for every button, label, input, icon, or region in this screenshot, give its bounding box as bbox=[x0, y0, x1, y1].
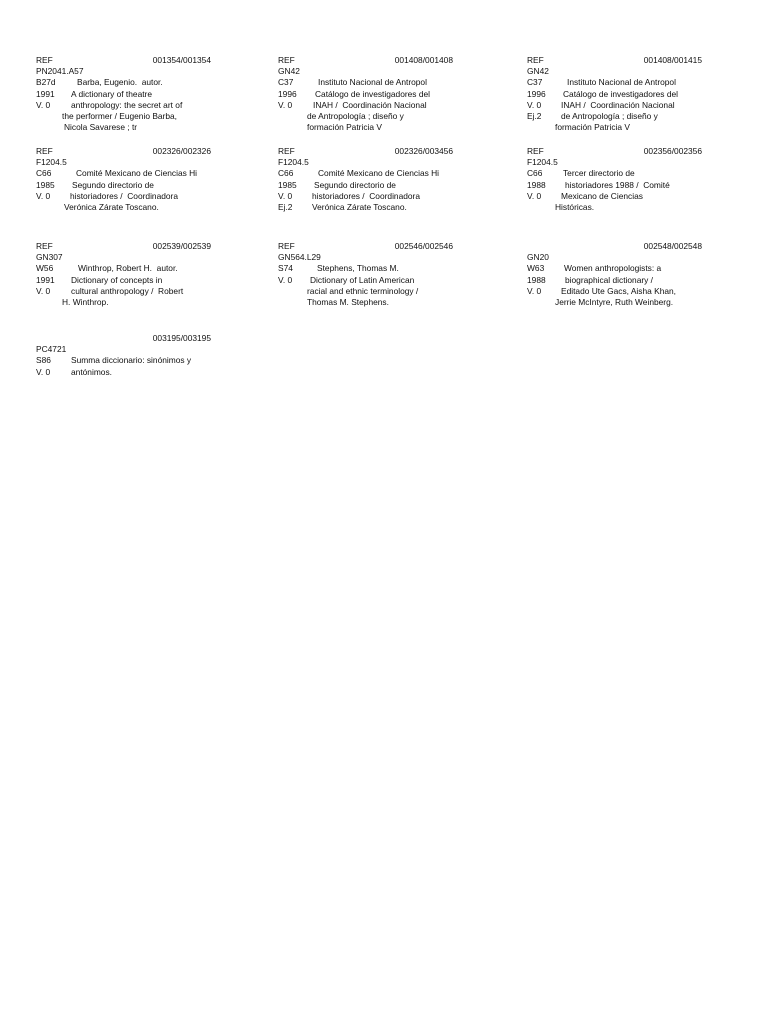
call-number-part: GN564.L29 bbox=[278, 252, 321, 263]
bibliographic-text: formación Patricia V bbox=[555, 122, 630, 133]
card-line bbox=[278, 275, 453, 286]
card-line bbox=[278, 180, 453, 191]
card-header bbox=[278, 55, 453, 66]
bibliographic-text: historiadores 1988 / Comité bbox=[565, 179, 670, 190]
card-line bbox=[36, 202, 211, 213]
card-line bbox=[278, 77, 453, 88]
card-line bbox=[36, 89, 211, 100]
card-header bbox=[278, 241, 453, 252]
card-header bbox=[527, 146, 702, 157]
bibliographic-text: Catálogo de investigadores del bbox=[315, 88, 431, 99]
call-number-part: W63 bbox=[527, 263, 545, 274]
call-number-part: S74 bbox=[278, 263, 293, 274]
call-number-part: V. 0 bbox=[36, 366, 51, 377]
call-number-part: F1204.5 bbox=[36, 157, 67, 168]
card-control-number: 002326/003456 bbox=[394, 146, 453, 156]
bibliographic-text: anthropology: the secret art of bbox=[71, 99, 183, 110]
bibliographic-text: Dictionary of Latin American bbox=[310, 274, 415, 285]
call-number-part: PN2041.A57 bbox=[36, 66, 84, 77]
call-number-part: C66 bbox=[527, 168, 543, 179]
card-line bbox=[527, 157, 702, 168]
card-line bbox=[527, 191, 702, 202]
card-control-number: 001354/001354 bbox=[152, 55, 211, 65]
bibliographic-text: Summa diccionario: sinónimos y bbox=[71, 355, 192, 366]
call-number-part: V. 0 bbox=[527, 285, 542, 296]
card-header bbox=[36, 333, 211, 344]
card-line bbox=[278, 100, 453, 111]
call-number-part: C37 bbox=[527, 77, 543, 88]
card-control-number: 002546/002546 bbox=[394, 241, 453, 251]
card-line bbox=[36, 344, 211, 355]
call-number-part: GN307 bbox=[36, 252, 63, 263]
call-number-part: V. 0 bbox=[527, 99, 542, 110]
catalog-card bbox=[278, 241, 453, 308]
card-line bbox=[278, 157, 453, 168]
call-number-part: 1996 bbox=[527, 88, 546, 99]
call-number-part: C66 bbox=[36, 168, 52, 179]
catalog-card bbox=[36, 333, 211, 378]
call-number-part: V. 0 bbox=[36, 99, 51, 110]
card-line bbox=[527, 202, 702, 213]
call-number-part: GN42 bbox=[278, 66, 300, 77]
call-number-part: V. 0 bbox=[278, 99, 293, 110]
bibliographic-text: Segundo directorio de bbox=[314, 179, 396, 190]
card-line bbox=[36, 297, 211, 308]
catalog-card bbox=[278, 55, 453, 133]
call-number-part: Ej.2 bbox=[527, 110, 542, 121]
bibliographic-text: Verónica Zárate Toscano. bbox=[312, 201, 407, 212]
call-number-part: V. 0 bbox=[278, 274, 293, 285]
call-number-part: S86 bbox=[36, 355, 51, 366]
bibliographic-text: INAH / Coordinación Nacional bbox=[313, 99, 427, 110]
card-control-number: 002356/002356 bbox=[643, 146, 702, 156]
catalog-card bbox=[36, 55, 211, 133]
call-number-part: C66 bbox=[278, 168, 294, 179]
bibliographic-text: Segundo directorio de bbox=[72, 179, 154, 190]
card-line bbox=[36, 100, 211, 111]
card-line bbox=[36, 191, 211, 202]
bibliographic-text: Instituto Nacional de Antropol bbox=[567, 77, 676, 88]
call-number-part: 1988 bbox=[527, 274, 546, 285]
bibliographic-text: Tercer directorio de bbox=[563, 168, 635, 179]
bibliographic-text: antónimos. bbox=[71, 366, 112, 377]
bibliographic-text: Nicola Savarese ; tr bbox=[64, 122, 138, 133]
card-header bbox=[36, 241, 211, 252]
call-number-part: GN20 bbox=[527, 252, 549, 263]
bibliographic-text: Jerrie McIntyre, Ruth Weinberg. bbox=[555, 296, 674, 307]
card-line bbox=[278, 122, 453, 133]
call-number-part: V. 0 bbox=[36, 190, 51, 201]
call-number-part: V. 0 bbox=[36, 285, 51, 296]
card-line bbox=[278, 263, 453, 274]
card-line bbox=[36, 77, 211, 88]
bibliographic-text: Women anthropologists: a bbox=[564, 263, 662, 274]
card-ref-label: REF bbox=[527, 55, 544, 65]
card-line bbox=[278, 286, 453, 297]
card-line bbox=[527, 252, 702, 263]
bibliographic-text: de Antropología ; diseño y bbox=[561, 110, 658, 121]
call-number-part: B27d bbox=[36, 77, 56, 88]
card-header bbox=[527, 241, 702, 252]
card-line bbox=[278, 111, 453, 122]
bibliographic-text: cultural anthropology / Robert bbox=[71, 285, 184, 296]
card-control-number: 003195/003195 bbox=[152, 333, 211, 343]
bibliographic-text: formación Patricia V bbox=[307, 122, 382, 133]
card-line bbox=[527, 286, 702, 297]
card-line bbox=[527, 180, 702, 191]
card-line bbox=[36, 263, 211, 274]
call-number-part: 1985 bbox=[278, 179, 297, 190]
card-line bbox=[278, 89, 453, 100]
card-ref-label: REF bbox=[278, 146, 295, 156]
card-header bbox=[527, 55, 702, 66]
call-number-part: 1991 bbox=[36, 274, 55, 285]
bibliographic-text: Instituto Nacional de Antropol bbox=[318, 77, 427, 88]
card-line bbox=[36, 275, 211, 286]
call-number-part: 1996 bbox=[278, 88, 297, 99]
call-number-part: F1204.5 bbox=[278, 157, 309, 168]
call-number-part: 1991 bbox=[36, 88, 55, 99]
bibliographic-text: historiadores / Coordinadora bbox=[70, 190, 179, 201]
call-number-part: V. 0 bbox=[527, 190, 542, 201]
card-line bbox=[36, 168, 211, 179]
card-control-number: 001408/001408 bbox=[394, 55, 453, 65]
card-header bbox=[278, 146, 453, 157]
catalog-card bbox=[527, 241, 702, 308]
card-line bbox=[527, 122, 702, 133]
bibliographic-text: Históricas. bbox=[555, 201, 595, 212]
card-line bbox=[278, 252, 453, 263]
bibliographic-text: Thomas M. Stephens. bbox=[307, 296, 389, 307]
call-number-part: 1985 bbox=[36, 179, 55, 190]
card-line bbox=[36, 157, 211, 168]
card-line bbox=[36, 111, 211, 122]
bibliographic-text: de Antropología ; diseño y bbox=[307, 110, 404, 121]
card-line bbox=[36, 367, 211, 378]
call-number-part: V. 0 bbox=[278, 190, 293, 201]
bibliographic-text: Dictionary of concepts in bbox=[71, 274, 163, 285]
card-line bbox=[36, 286, 211, 297]
call-number-part: Ej.2 bbox=[278, 201, 293, 212]
bibliographic-text: Barba, Eugenio. autor. bbox=[77, 77, 163, 88]
card-line bbox=[36, 252, 211, 263]
card-ref-label: REF bbox=[278, 241, 295, 251]
bibliographic-text: INAH / Coordinación Nacional bbox=[561, 99, 675, 110]
card-line bbox=[36, 180, 211, 191]
card-line bbox=[527, 77, 702, 88]
catalog-card bbox=[278, 146, 453, 213]
bibliographic-text: Mexicano de Ciencias bbox=[561, 190, 643, 201]
call-number-part: F1204.5 bbox=[527, 157, 558, 168]
card-control-number: 001408/001415 bbox=[643, 55, 702, 65]
call-number-part: PC4721 bbox=[36, 344, 67, 355]
card-control-number: 002548/002548 bbox=[643, 241, 702, 251]
catalog-card bbox=[36, 146, 211, 213]
bibliographic-text: Winthrop, Robert H. autor. bbox=[78, 263, 178, 274]
call-number-part: C37 bbox=[278, 77, 294, 88]
card-ref-label: REF bbox=[527, 146, 544, 156]
bibliographic-text: historiadores / Coordinadora bbox=[312, 190, 421, 201]
bibliographic-text: Stephens, Thomas M. bbox=[317, 263, 399, 274]
card-line bbox=[527, 263, 702, 274]
card-line bbox=[278, 202, 453, 213]
bibliographic-text: Catálogo de investigadores del bbox=[563, 88, 679, 99]
card-line bbox=[278, 297, 453, 308]
catalog-card bbox=[527, 55, 702, 133]
call-number-part: W56 bbox=[36, 263, 54, 274]
bibliographic-text: Verónica Zárate Toscano. bbox=[64, 201, 159, 212]
call-number-part: 1988 bbox=[527, 179, 546, 190]
card-line bbox=[36, 355, 211, 366]
card-ref-label: REF bbox=[278, 55, 295, 65]
bibliographic-text: Comité Mexicano de Ciencias Hi bbox=[318, 168, 440, 179]
bibliographic-text: biographical dictionary / bbox=[565, 274, 653, 285]
card-header bbox=[36, 55, 211, 66]
card-line bbox=[527, 275, 702, 286]
card-line bbox=[36, 66, 211, 77]
card-control-number: 002539/002539 bbox=[152, 241, 211, 251]
card-line bbox=[527, 168, 702, 179]
catalog-card bbox=[527, 146, 702, 213]
card-line bbox=[527, 66, 702, 77]
bibliographic-text: A dictionary of theatre bbox=[71, 88, 153, 99]
card-control-number: 002326/002326 bbox=[152, 146, 211, 156]
card-ref-label: REF bbox=[36, 146, 53, 156]
card-line bbox=[527, 89, 702, 100]
card-line bbox=[527, 100, 702, 111]
bibliographic-text: H. Winthrop. bbox=[62, 296, 109, 307]
card-line bbox=[527, 111, 702, 122]
catalog-card bbox=[36, 241, 211, 308]
card-line bbox=[527, 297, 702, 308]
bibliographic-text: racial and ethnic terminology / bbox=[307, 285, 419, 296]
card-line bbox=[278, 66, 453, 77]
card-line bbox=[278, 168, 453, 179]
card-line bbox=[36, 122, 211, 133]
call-number-part: GN42 bbox=[527, 66, 549, 77]
card-ref-label: REF bbox=[36, 55, 53, 65]
bibliographic-text: Comité Mexicano de Ciencias Hi bbox=[76, 168, 198, 179]
bibliographic-text: Editado Ute Gacs, Aisha Khan, bbox=[561, 285, 676, 296]
bibliographic-text: the performer / Eugenio Barba, bbox=[62, 110, 177, 121]
card-ref-label: REF bbox=[36, 241, 53, 251]
card-line bbox=[278, 191, 453, 202]
card-header bbox=[36, 146, 211, 157]
